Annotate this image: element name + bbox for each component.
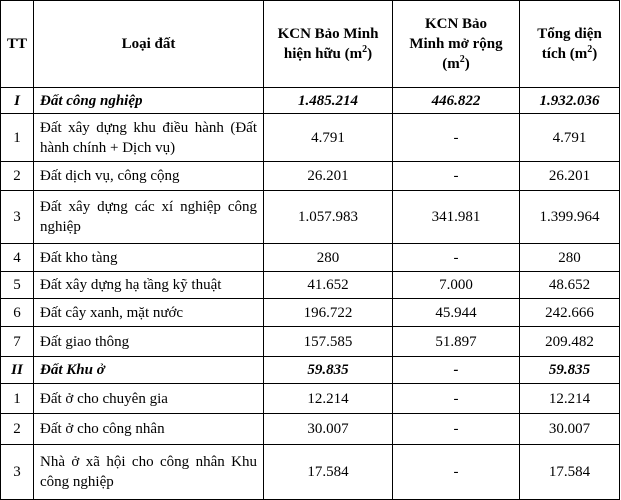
row-land-type: Nhà ở xã hội cho công nhân Khu công nghiệp [34, 445, 264, 500]
row-total: 26.201 [520, 162, 620, 191]
row-land-type: Đất xây dựng các xí nghiệp công nghiệp [34, 191, 264, 244]
row-total: 12.214 [520, 384, 620, 414]
table-row [1, 114, 620, 162]
row-land-type: Đất ở cho công nhân [34, 414, 264, 445]
header-land-type: Loại đất [34, 1, 264, 88]
row-total: 48.652 [520, 272, 620, 299]
row-tt: 2 [1, 414, 34, 445]
row-tt: II [1, 357, 34, 384]
header-existing-area [264, 1, 393, 88]
row-existing: 12.214 [264, 384, 393, 414]
header-total-line2: tích (m [541, 46, 588, 62]
superscript-2: 2 [587, 44, 593, 55]
row-total: 280 [520, 244, 620, 272]
table-row [1, 445, 620, 500]
row-land-type: Đất cây xanh, mặt nước [34, 299, 264, 327]
row-land-type: Đất xây dựng khu điều hành (Đất hành chính + Dịch vụ) [34, 114, 264, 162]
row-expansion: 341.981 [393, 191, 520, 244]
paren-close: ) [592, 46, 598, 62]
row-tt: 3 [1, 191, 34, 244]
row-total: 1.932.036 [520, 88, 620, 114]
row-expansion: - [393, 244, 520, 272]
row-land-type: Đất giao thông [34, 327, 264, 357]
row-total: 1.399.964 [520, 191, 620, 244]
header-expansion-line3: (m [442, 56, 460, 72]
header-existing-line2: hiện hữu (m [283, 46, 363, 62]
row-total: 30.007 [520, 414, 620, 445]
paren-close: ) [367, 46, 373, 62]
row-expansion: 51.897 [393, 327, 520, 357]
table-row [1, 327, 620, 357]
row-tt: 3 [1, 445, 34, 500]
table-row [1, 299, 620, 327]
row-tt: 4 [1, 244, 34, 272]
table-row-group [1, 357, 620, 384]
row-tt: 1 [1, 114, 34, 162]
table-row [1, 414, 620, 445]
row-expansion: - [393, 357, 520, 384]
row-land-type: Đất ở cho chuyên gia [34, 384, 264, 414]
row-land-type: Đất kho tàng [34, 244, 264, 272]
row-existing: 30.007 [264, 414, 393, 445]
header-expansion-line2: Minh mở rộng [409, 36, 503, 52]
row-expansion: - [393, 414, 520, 445]
row-tt: I [1, 88, 34, 114]
row-total: 209.482 [520, 327, 620, 357]
table-row [1, 384, 620, 414]
row-land-type: Đất dịch vụ, công cộng [34, 162, 264, 191]
row-existing: 196.722 [264, 299, 393, 327]
header-total-line1: Tổng diện [537, 26, 602, 42]
row-expansion: 45.944 [393, 299, 520, 327]
row-expansion: 7.000 [393, 272, 520, 299]
superscript-2: 2 [362, 44, 368, 55]
row-total: 59.835 [520, 357, 620, 384]
row-expansion: 446.822 [393, 88, 520, 114]
row-tt: 1 [1, 384, 34, 414]
table-row [1, 162, 620, 191]
row-expansion: - [393, 114, 520, 162]
row-existing: 1.057.983 [264, 191, 393, 244]
row-expansion: - [393, 162, 520, 191]
row-tt: 2 [1, 162, 34, 191]
row-tt: 5 [1, 272, 34, 299]
row-total: 242.666 [520, 299, 620, 327]
row-existing: 4.791 [264, 114, 393, 162]
header-expansion-area [393, 1, 520, 88]
table-row [1, 191, 620, 244]
row-existing: 1.485.214 [264, 88, 393, 114]
table-row [1, 272, 620, 299]
row-existing: 17.584 [264, 445, 393, 500]
row-tt: 7 [1, 327, 34, 357]
table-row [1, 244, 620, 272]
row-total: 4.791 [520, 114, 620, 162]
row-total: 17.584 [520, 445, 620, 500]
row-existing: 157.585 [264, 327, 393, 357]
header-expansion-line1: KCN Bảo [424, 16, 488, 32]
row-land-type: Đất công nghiệp [34, 88, 264, 114]
paren-close: ) [464, 56, 470, 72]
row-expansion: - [393, 445, 520, 500]
row-existing: 59.835 [264, 357, 393, 384]
row-existing: 280 [264, 244, 393, 272]
header-existing-line1: KCN Bảo Minh [277, 26, 379, 42]
header-row [1, 1, 620, 88]
row-land-type: Đất Khu ở [34, 357, 264, 384]
row-existing: 41.652 [264, 272, 393, 299]
header-tt: TT [1, 1, 34, 88]
row-tt: 6 [1, 299, 34, 327]
row-expansion: - [393, 384, 520, 414]
table-row-group [1, 88, 620, 114]
row-land-type: Đất xây dựng hạ tầng kỹ thuật [34, 272, 264, 299]
header-total-area [520, 1, 620, 88]
row-existing: 26.201 [264, 162, 393, 191]
superscript-2: 2 [459, 54, 465, 65]
